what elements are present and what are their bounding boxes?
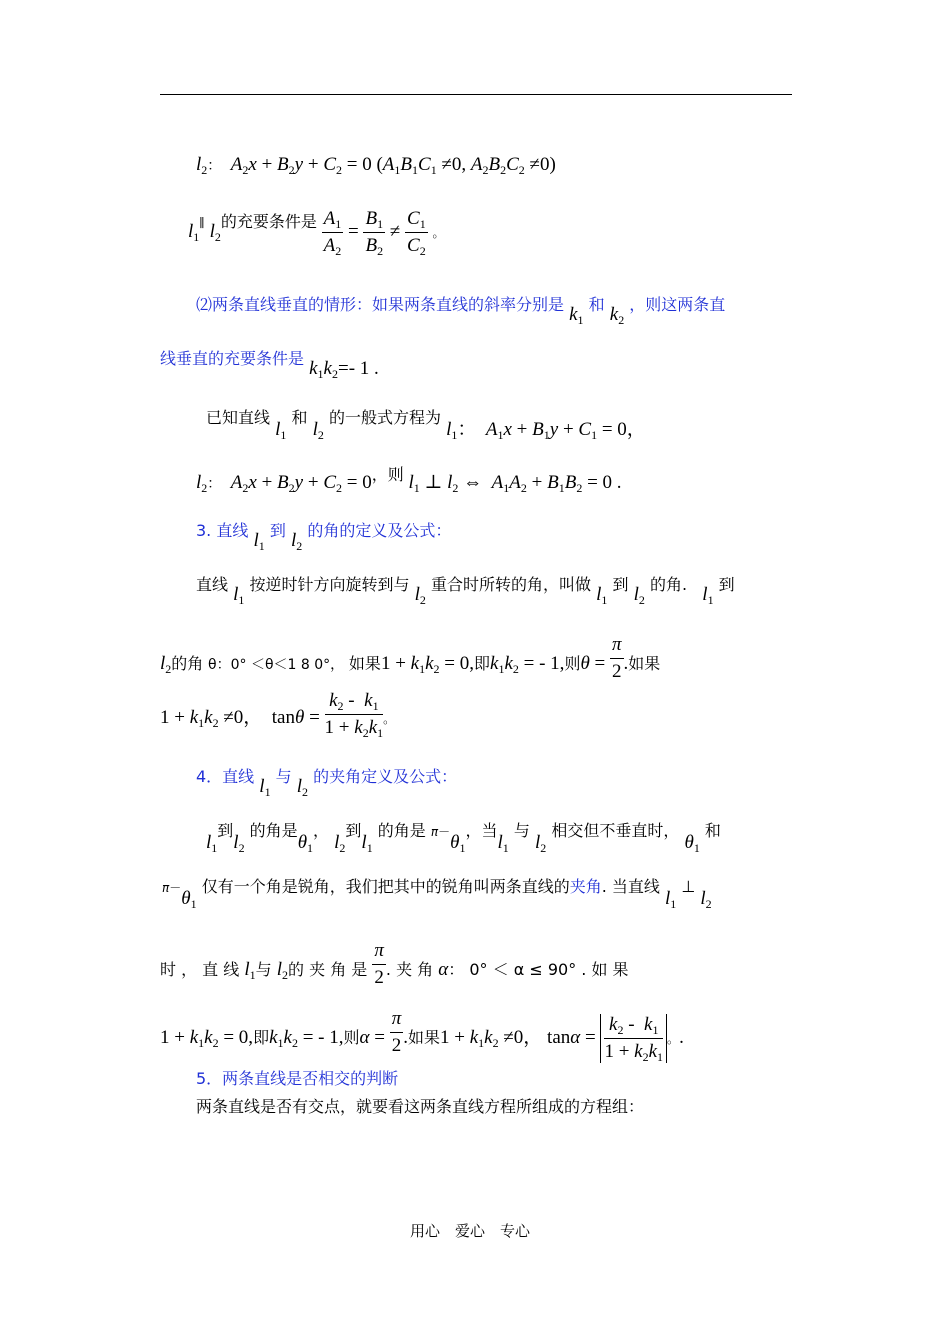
sec3-p1-to2: 到 xyxy=(718,575,735,594)
sec3-ruguo: 如果 xyxy=(628,654,661,673)
sec4-p1-to2: 到 xyxy=(345,821,362,840)
page-footer: 用心 爱心 专心 xyxy=(410,1222,531,1240)
perpendicular-condition: $l_2$： $A_2x + B_2y + C_2 = 0^{,则}$ $l_1$ ⊥ $l_2$ ⇔ $A_1A_2 + B_1B_2 = 0$ . xyxy=(196,465,622,495)
sec4-p1-d: 相交但不垂直时， xyxy=(551,821,680,840)
sec4-para2: $\pi-\theta_1$ 仅有一个角是锐角，我们把其中的锐角叫两条直线的夹角. 当直线 $l_1$ ⊥ $l_2$ xyxy=(162,877,712,911)
sec4-p1-b: 的角是 xyxy=(377,821,426,840)
sec3-if: 如果 xyxy=(348,654,381,673)
equation-l2-general: $l_2$： $A_2x + B_2y + C_2 = 0$ ($A_1B_1C_1 \ne 0$, $A_2B_2C_2 \ne 0$) xyxy=(196,154,556,177)
sec3-ji: 即 xyxy=(474,654,491,673)
sec5-para1: 两条直线是否有交点，就要看这两条直线方程所组成的方程组： xyxy=(196,1097,645,1116)
sec4-title-yu: 与 xyxy=(275,767,292,786)
sec2-line1: ⑵两条直线垂直的情形：如果两条直线的斜率分别是 $k_1$ 和 $k_2$ ，则这两条直 xyxy=(196,295,726,327)
sec3-p1-d: 的角. xyxy=(649,575,688,594)
sec3-title-to: 到 xyxy=(269,521,286,540)
sec3-title-b: 的角的定义及公式： xyxy=(307,521,452,540)
sec3-p2-a: 的角 xyxy=(171,654,204,673)
sec4-p2-b: . 当直线 xyxy=(601,877,660,896)
parallel-condition: $l_1^\parallel$ $l_2^{的充要条件是}$ $\frac{A_1}{A_2}$ = $\frac{B_1}{B_2}$ ≠ $\frac{C_1}{C_2}$ 。 xyxy=(188,208,445,258)
sec4-p1-to: 到 xyxy=(217,821,234,840)
sec4-p1-yu: 与 xyxy=(513,821,530,840)
sec4-title: 4．直线 $l_1$ 与 $l_2$ 的夹角定义及公式： xyxy=(196,767,458,799)
then-text: ，则 xyxy=(371,465,404,484)
sec5-title: 5．两条直线是否相交的判断 xyxy=(196,1069,399,1088)
sec4-para4: $1 + k_1k_2 = 0$,即$k_1k_2$ = - 1,则α = $\frac{\pi}{2}$ .如果$1 + k_1k_2 \ne 0$， tanα = $\frac{k_2 - k_1}{1 + k_2k_1}$ 。. xyxy=(160,1008,684,1065)
sec4-p4-ruguo: 如果 xyxy=(408,1028,441,1047)
sec3-p1-to: 到 xyxy=(612,575,629,594)
sec4-p1-c: ，当 xyxy=(465,821,498,840)
parallel-symbol: ∥ xyxy=(199,215,205,230)
known-and: 和 xyxy=(291,408,308,427)
sec4-title-b: 的夹角定义及公式： xyxy=(313,767,458,786)
sec4-p4-ji: 即 xyxy=(253,1028,270,1047)
sec3-title-a: 3. 直线 xyxy=(196,521,249,540)
sec3-p2-range: ：0° ＜θ＜1 8 0°， xyxy=(216,657,345,673)
sec2-and: 和 xyxy=(588,295,605,314)
sec4-p3-b: 的 夹 角 是 xyxy=(288,960,368,979)
header-rule xyxy=(160,94,792,95)
sec2-text-a: ⑵两条直线垂直的情形：如果两条直线的斜率分别是 xyxy=(196,295,565,314)
known-text-a: 已知直线 xyxy=(206,408,271,427)
sec3-p1-b: 按逆时针方向旋转到与 xyxy=(249,575,410,594)
sec4-p2-jiajiao: 夹角 xyxy=(569,877,602,896)
sec3-para1: 直线 $l_1$ 按逆时针方向旋转到与 $l_2$ 重合时所转的角，叫做 $l_1$ 到 $l_2$ 的角. $l_1$ 到 xyxy=(196,575,735,607)
sec2-text-b: ，则这两条直 xyxy=(629,295,726,314)
sec4-p2-a: 仅有一个角是锐角，我们把其中的锐角叫两条直线的 xyxy=(201,877,570,896)
sec4-p1-a: 的角是 xyxy=(249,821,298,840)
sec4-p3-range: ： 0° ＜ α ≤ 90° . 如 果 xyxy=(448,960,629,979)
known-text-b: 的一般式方程为 xyxy=(328,408,441,427)
known-line: 已知直线 $l_1$ 和 $l_2$ 的一般式方程为 $l_1$： $A_1x + B_1y + C_1 = 0$， xyxy=(206,408,646,442)
parallel-text: 的充要条件是 xyxy=(220,211,317,231)
sec4-p1-he: 和 xyxy=(704,821,721,840)
sec3-ze: 则 xyxy=(564,654,581,673)
sec3-p1-c: 重合时所转的角，叫做 xyxy=(430,575,591,594)
sec4-p3-a: 时 ， 直 线 xyxy=(160,960,240,979)
sec4-title-a: 4．直线 xyxy=(196,767,255,786)
sec4-p4-ze: 则 xyxy=(343,1028,360,1047)
sec3-tan-formula: $1 + k_1k_2 \ne 0$， tanθ = $\frac{k_2 - k_1}{1 + k_2k_1}$ 。 xyxy=(160,690,396,740)
sec2-text-c: 线垂直的充要条件是 xyxy=(160,349,305,368)
sec2-line2: 线垂直的充要条件是 $k_1k_2=-$ 1 . xyxy=(160,349,379,381)
sec3-para2: $l_2$的角 θ：0° ＜θ＜1 8 0°， 如果$1 + k_1k_2 = 0$,即$k_1k_2$ = - 1,则θ = $\frac{\pi}{2}$ .如果 xyxy=(160,634,661,682)
sec4-p3-yu: 与 xyxy=(255,960,272,979)
sec3-p1-a: 直线 xyxy=(196,575,229,594)
sec4-para1: $l_1$到$l_2$ 的角是$\theta_1$， $l_2$到$l_1$ 的角是 $\pi-\theta_1$，当$l_1$ 与 $l_2$ 相交但不垂直时， $\theta_1$ 和 xyxy=(206,821,721,855)
sec3-title: 3. 直线 $l_1$ 到 $l_2$ 的角的定义及公式： xyxy=(196,521,452,553)
sec4-para3: 时 ， 直 线 $l_1$与 $l_2$的 夹 角 是 $\frac{\pi}{2}$ . 夹 角 α： 0° ＜ α ≤ 90° . 如 果 xyxy=(160,940,629,988)
sec4-p3-c: . 夹 角 xyxy=(385,960,434,979)
